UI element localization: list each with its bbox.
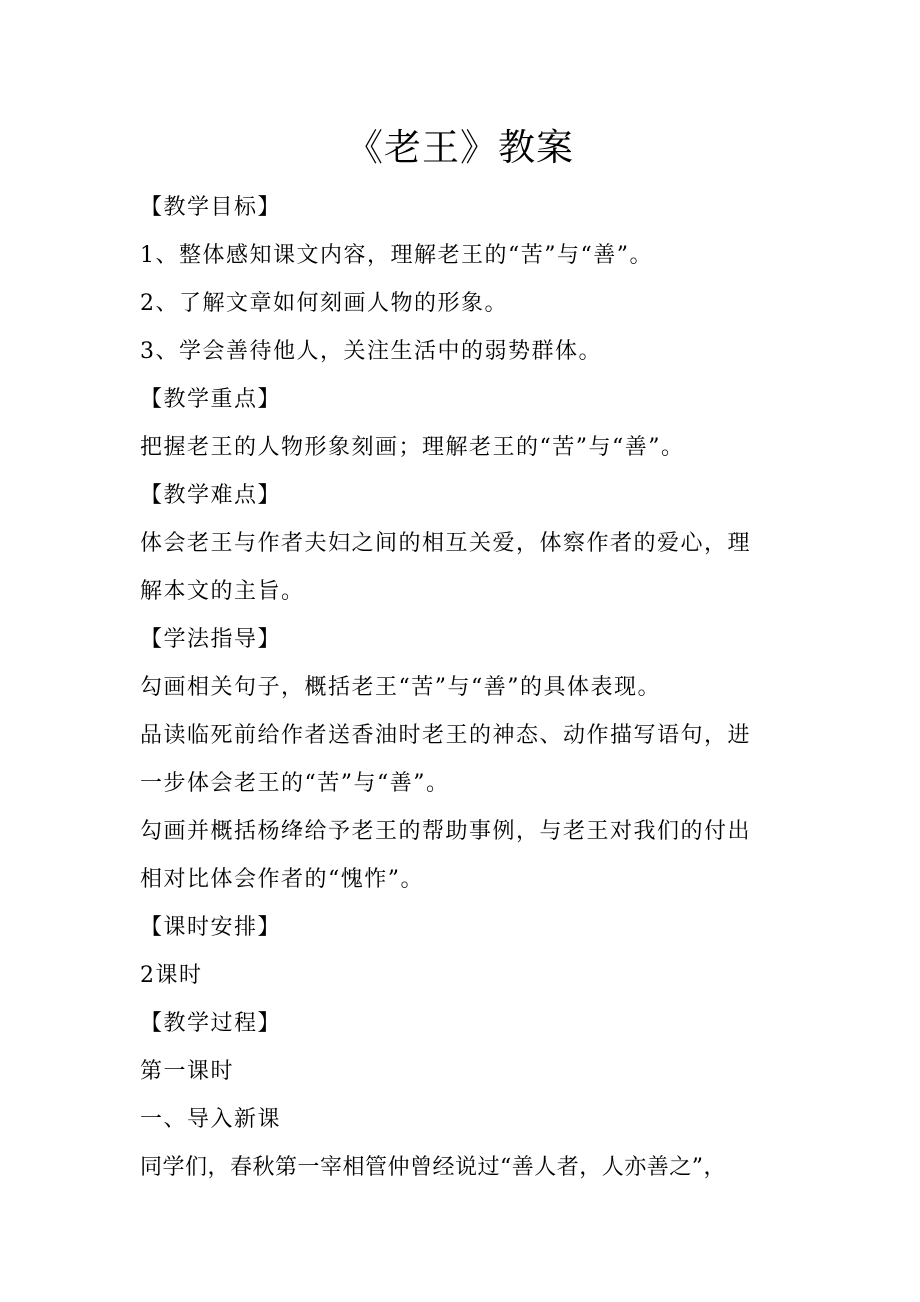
- subheading-first-lesson: 第一课时: [140, 1059, 235, 1084]
- document-title: 《老王》教案: [346, 126, 574, 169]
- paragraph-line: 2课时: [140, 963, 203, 988]
- section-heading-process: 【教学过程】: [140, 1011, 282, 1036]
- paragraph-line: 品读临死前给作者送香油时老王的神态、动作描写语句，进: [140, 723, 752, 748]
- paragraph-line: 体会老王与作者夫妇之间的相互关爱，体察作者的爱心，理: [140, 531, 752, 556]
- paragraph-line: 把握老王的人物形象刻画；理解老王的“苦”与“善”。: [140, 435, 685, 460]
- objective-item: 2、了解文章如何刻画人物的形象。: [140, 291, 508, 316]
- section-heading-objectives: 【教学目标】: [140, 195, 282, 220]
- paragraph-line: 相对比体会作者的“愧怍”。: [140, 867, 424, 892]
- section-heading-study-guide: 【学法指导】: [140, 627, 282, 652]
- section-heading-schedule: 【课时安排】: [140, 915, 282, 940]
- paragraph-line: 一步体会老王的“苦”与“善”。: [140, 771, 450, 796]
- subheading-introduction: 一、导入新课: [140, 1107, 282, 1132]
- objective-item: 3、学会善待他人，关注生活中的弱势群体。: [140, 339, 602, 364]
- paragraph-line: 解本文的主旨。: [140, 579, 305, 604]
- document-body: [140, 184, 790, 1192]
- objective-item: 1、整体感知课文内容，理解老王的“苦”与“善”。: [140, 243, 653, 268]
- section-heading-key-points: 【教学重点】: [140, 387, 282, 412]
- paragraph-line: 勾画并概括杨绛给予老王的帮助事例，与老王对我们的付出: [140, 819, 752, 844]
- paragraph-line: 勾画相关句子，概括老王“苦”与“善”的具体表现。: [140, 675, 661, 700]
- paragraph-line: 同学们，春秋第一宰相管仲曾经说过“善人者，人亦善之”，: [140, 1155, 726, 1180]
- section-heading-difficulties: 【教学难点】: [140, 483, 282, 508]
